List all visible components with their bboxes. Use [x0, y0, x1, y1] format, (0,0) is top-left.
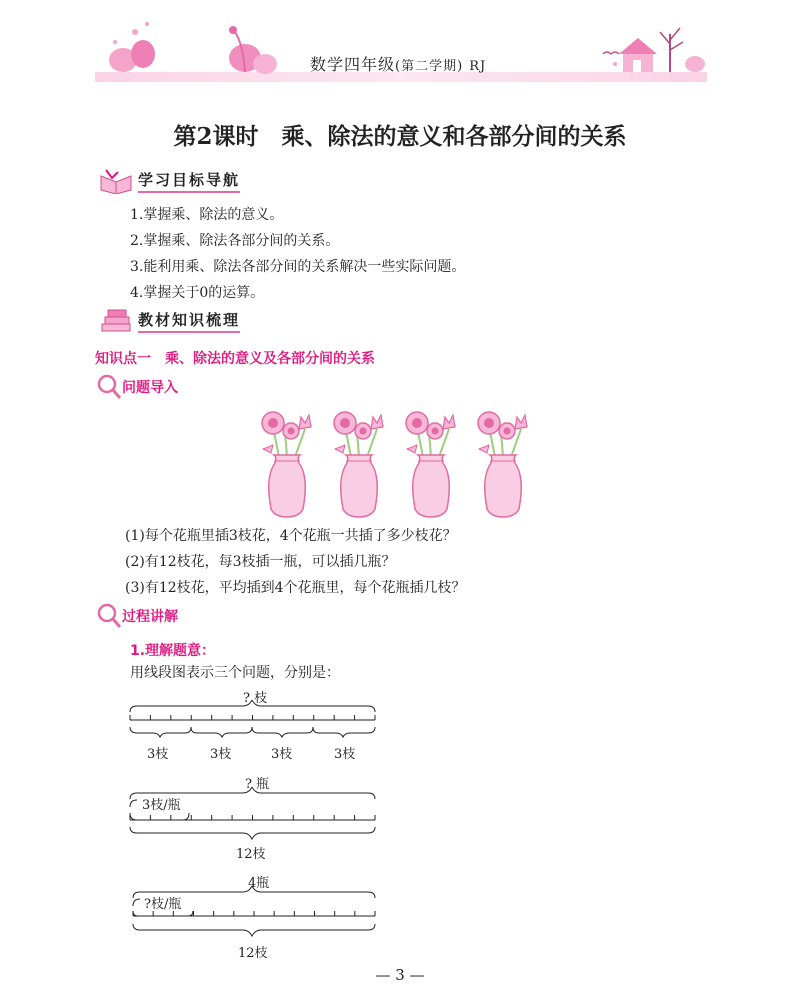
diagram1-segment-label: 3枝: [210, 747, 232, 762]
objectives-heading: [98, 165, 240, 197]
magnifier-icon: [96, 373, 122, 401]
process-heading-label: 过程讲解: [122, 609, 178, 625]
right-house-icon: [603, 28, 705, 72]
objectives-heading-label: 学习目标导航: [138, 169, 240, 193]
page-header: [95, 14, 707, 84]
diagram2-top-label: ? 瓶: [245, 777, 270, 792]
question-item: (1)每个花瓶里插3枝花，4个花瓶一共插了多少枝花？: [125, 528, 457, 544]
diagram3-bottom-label: 12枝: [238, 946, 268, 961]
process-heading: [96, 602, 178, 630]
left-plant-icon: [109, 22, 277, 74]
header-edition: RJ: [469, 59, 487, 74]
diagram1-top-label: ? 枝: [243, 691, 268, 706]
knowledge-heading: [98, 305, 240, 337]
objective-item: 3.能利用乘、除法各部分间的关系解决一些实际问题。: [130, 259, 466, 275]
diagram2-bottom-label: 12枝: [236, 847, 266, 862]
knowledge-heading-label: 教材知识梳理: [138, 309, 240, 333]
diagram1-segment-label: 3枝: [147, 747, 169, 762]
lesson-title: 第2课时 乘、除法的意义和各部分间的关系: [173, 123, 627, 150]
diagram3-part-label: ?枝/瓶: [144, 897, 182, 912]
diagram1-line: [125, 700, 385, 746]
question-item: (3)有12枝花，平均插到4个花瓶里，每个花瓶插几枝？: [125, 580, 466, 596]
header-term: (第二学期): [395, 59, 464, 74]
diagram3-top-label: 4瓶: [248, 876, 270, 891]
book-icon: [98, 168, 134, 194]
step-text: 用线段图表示三个问题，分别是：: [130, 665, 340, 681]
header-title: [310, 52, 486, 75]
step-title: 1.理解题意：: [130, 643, 216, 659]
magnifier-icon: [96, 602, 122, 630]
objectives-list: [130, 202, 465, 306]
vases-illustration: [255, 405, 540, 523]
diagram1-segment-label: 3枝: [334, 747, 356, 762]
objective-item: 1.掌握乘、除法的意义。: [130, 207, 284, 223]
objective-item: 4.掌握关于0的运算。: [130, 285, 265, 301]
question-item: (2)有12枝花，每3枝插一瓶，可以插几瓶？: [125, 554, 396, 570]
header-book-title: 数学四年级: [310, 55, 396, 74]
diagram1-segment-label: 3枝: [271, 747, 293, 762]
questions-list: [125, 523, 466, 601]
knowledge-point-title: 知识点一 乘、除法的意义及各部分间的关系: [95, 351, 375, 367]
intro-heading-label: 问题导入: [122, 380, 178, 396]
page-number: — 3 —: [375, 966, 425, 984]
diagram2-part-label: 3枝/瓶: [142, 798, 181, 813]
objective-item: 2.掌握乘、除法各部分间的关系。: [130, 233, 340, 249]
books-stack-icon: [98, 308, 134, 334]
intro-heading: [96, 373, 178, 401]
